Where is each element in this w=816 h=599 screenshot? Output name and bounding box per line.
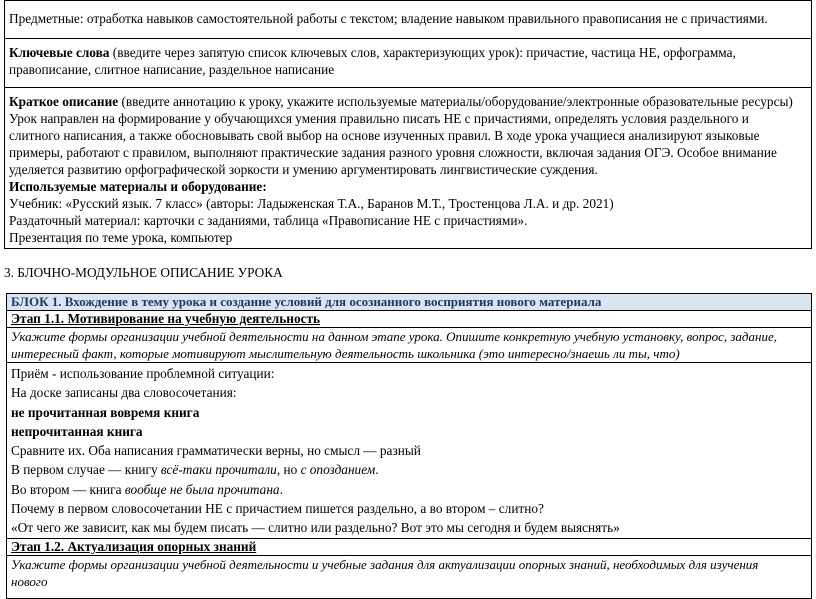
- content-quote: «От чего же зависит, как мы будем писать — слитно или раздельно? Вот это мы сегодня и будем выяснять»: [11, 520, 620, 536]
- stage-1-2-title: [7, 539, 811, 556]
- keywords-label: Ключевые слова: [9, 45, 110, 60]
- content-second-case: [11, 480, 807, 499]
- first-case-d: с опозданием: [300, 462, 376, 478]
- content-technique: Приём - использование проблемной ситуации:: [11, 366, 275, 381]
- stage-1-1-title-text: Этап 1.1. Мотивирование на учебную деятельность: [11, 311, 321, 326]
- subject-outcomes-text: Предметные: отработка навыков самостоятельной работы с текстом; владение навыком правильного правописания не с причастиями.: [9, 11, 768, 26]
- summary-line-3: примеры, работают с правилом, выполняют практические задания разного уровня сложности, включая задания ОГЭ. Особое внимание: [9, 145, 777, 160]
- first-case-b: всё-таки прочитали: [160, 462, 277, 478]
- section-heading: 3. БЛОЧНО-МОДУЛЬНОЕ ОПИСАНИЕ УРОКА: [4, 265, 283, 280]
- stage-1-1-title: [7, 311, 811, 328]
- first-case-a: В первом случае — книгу: [11, 462, 161, 478]
- stage-1-1-content: [7, 363, 811, 539]
- first-case-c: , но: [276, 462, 301, 478]
- content-compare: Сравните их. Оба написания грамматически верны, но смысл — разный: [11, 443, 421, 459]
- summary-line-1: Урок направлен на формирование у обучающихся умения правильно писать НЕ с причастиями, определять условия раздельного и: [9, 111, 749, 126]
- keywords-values-2: правописание, слитное написание, раздельное написание: [9, 62, 335, 77]
- keywords-values-1: причастие, частица НЕ, орфограмма,: [526, 45, 736, 60]
- second-case-b: вообще не была прочитана: [124, 481, 280, 497]
- content-phrase-2: непрочитанная книга: [11, 423, 143, 439]
- second-case-a: Во втором — книга: [11, 481, 125, 497]
- first-case-e: .: [375, 462, 379, 478]
- content-phrase-1: не прочитанная вовремя книга: [11, 404, 200, 420]
- summary-line-2: слитного написания, а также обосновывать свой выбор на основе изученных правил. В ходе урока учащиеся анализируют языковые: [9, 128, 760, 143]
- stage-1-2-instruction-1: Укажите формы организации учебной деятельности и учебные задания для актуализации опорных знаний, необходимых для изучения: [11, 556, 759, 572]
- keywords-instruction: (введите через запятую список ключевых слов, характеризующих урок):: [109, 45, 527, 60]
- stage-1-1-instruction-2: интересный факт, которые мотивируют мыслительную деятельность школьника (это интересно/знаешь ли ты, что): [11, 346, 680, 361]
- block-1-table: [6, 293, 812, 599]
- keywords-box: [4, 38, 812, 88]
- summary-label: Краткое описание: [9, 94, 119, 109]
- summary-box: [4, 87, 812, 249]
- stage-1-2-instruction-2: нового: [11, 573, 48, 589]
- stage-1-2-title-text: Этап 1.2. Актуализация опорных знаний: [11, 538, 257, 554]
- materials-label: Используемые материалы и оборудование:: [9, 179, 267, 194]
- materials-handout: Раздаточный материал: карточки с заданиями, таблица «Правописание НЕ с причастиями».: [9, 213, 528, 228]
- summary-line-4: уделяется развитию орфографической зоркости и умению аргументировать лингвистические суждения.: [9, 162, 598, 177]
- block-1-title: БЛОК 1. Вхождение в тему урока и создание условий для осознанного восприятия нового материала: [7, 294, 811, 311]
- second-case-c: .: [279, 481, 283, 497]
- content-board: На доске записаны два словосочетания:: [11, 385, 237, 401]
- materials-textbook: Учебник: «Русский язык. 7 класс» (авторы: Ладыженская Т.А., Баранов М.Т., Тростенцова Л.А. и др. 2021): [9, 196, 614, 211]
- subject-outcomes-box: [4, 0, 812, 39]
- stage-1-1-instruction-1: Укажите формы организации учебной деятельности на данном этапе урока. Опишите конкретную учебную установку, вопрос, задание,: [11, 329, 777, 344]
- summary-heading: [9, 93, 807, 110]
- summary-instruction: (введите аннотацию к уроку, укажите используемые материалы/оборудование/электронные образовательные ресурсы): [118, 94, 793, 109]
- materials-presentation: Презентация по теме урока, компьютер: [9, 230, 233, 245]
- content-first-case: [11, 460, 807, 479]
- stage-1-2-instructions: [7, 556, 811, 598]
- content-question: Почему в первом словосочетании НЕ с причастием пишется раздельно, а во втором – слитно?: [11, 501, 544, 517]
- stage-1-1-instructions: [7, 328, 811, 363]
- keywords-line1: [9, 44, 807, 61]
